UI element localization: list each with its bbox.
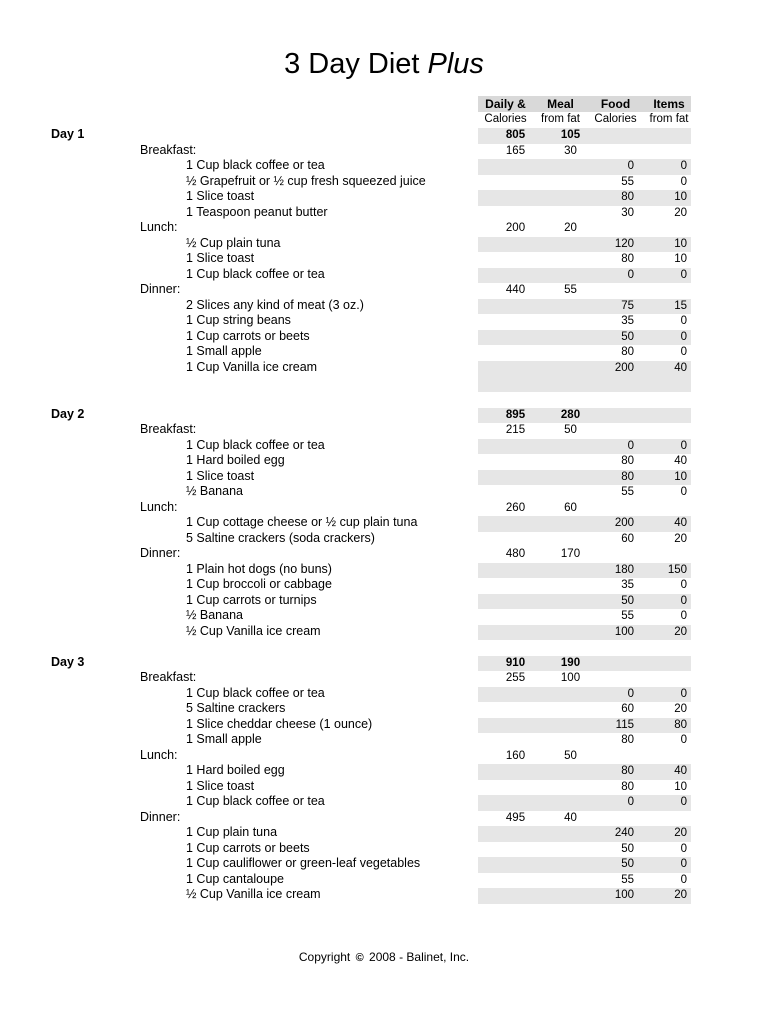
item-fat: 0: [680, 439, 687, 452]
food-item: 1 Hard boiled egg: [186, 763, 285, 777]
item-calories: 80: [621, 346, 634, 358]
food-item: ½ Banana: [186, 608, 243, 622]
item-fat: 0: [680, 796, 687, 808]
food-item: 1 Cup string beans: [186, 313, 291, 327]
item-fat: 0: [680, 315, 687, 327]
meal-label: Breakfast:: [140, 670, 197, 684]
item-fat: 10: [674, 191, 687, 203]
item-calories: 55: [621, 610, 634, 622]
item-calories: 30: [621, 206, 634, 219]
meal-calories: 495: [505, 811, 526, 824]
food-item: ½ Cup Vanilla ice cream: [186, 623, 321, 638]
food-item: 1 Cup black coffee or tea: [186, 437, 325, 452]
item-fat: 0: [680, 330, 687, 343]
header-items-sub: from fat: [649, 113, 689, 125]
item-fat: 80: [674, 718, 687, 731]
item-calories: 80: [621, 734, 634, 746]
item-calories: 0: [627, 439, 634, 452]
header-meal: Meal: [547, 97, 574, 111]
item-fat: 10: [674, 780, 687, 793]
food-item: 1 Cup carrots or turnips: [186, 592, 317, 607]
item-calories: 60: [621, 532, 634, 545]
item-fat: 0: [680, 268, 687, 281]
item-fat: 20: [674, 827, 687, 839]
item-calories: 55: [621, 486, 634, 498]
copyright-icon: ©: [355, 952, 364, 964]
item-calories: 0: [627, 268, 634, 281]
meal-label: Breakfast:: [140, 142, 197, 157]
day-label: Day 1: [51, 127, 85, 141]
item-fat: 0: [680, 687, 687, 700]
item-fat: 0: [680, 346, 687, 358]
meal-calories: 255: [505, 672, 526, 684]
food-item: 1 Cup cauliflower or green-leaf vegetables: [186, 856, 421, 870]
meal-label: Dinner:: [140, 809, 181, 824]
day-label: Day 3: [51, 654, 85, 669]
food-item: 1 Cup black coffee or tea: [186, 794, 325, 808]
item-calories: 35: [621, 315, 634, 327]
meal-calories: 200: [505, 222, 526, 234]
item-calories: 35: [621, 579, 634, 591]
meal-fat: 30: [564, 144, 577, 157]
item-calories: 180: [614, 563, 634, 576]
item-fat: 40: [674, 765, 687, 777]
item-calories: 50: [621, 858, 634, 870]
item-fat: 0: [680, 579, 687, 591]
item-fat: 0: [680, 175, 687, 188]
food-item: 1 Teaspoon peanut butter: [186, 204, 328, 219]
item-fat: 150: [667, 563, 687, 576]
meal-label: Dinner:: [140, 546, 181, 560]
food-item: ½ Banana: [186, 484, 243, 498]
day-label: Day 2: [51, 406, 85, 421]
title-italic: Plus: [427, 48, 484, 80]
item-calories: 0: [627, 160, 634, 172]
item-calories: 80: [621, 191, 634, 203]
food-item: 1 Small apple: [186, 344, 262, 358]
meal-calories: 160: [505, 749, 526, 762]
meal-fat: 40: [564, 811, 577, 824]
item-fat: 40: [674, 455, 687, 467]
day-daily-fat: 280: [560, 408, 581, 421]
item-calories: 50: [621, 330, 634, 343]
item-calories: 0: [627, 687, 634, 700]
item-fat: 10: [674, 237, 687, 250]
food-item: 1 Cup cottage cheese or ½ cup plain tuna: [186, 515, 418, 529]
food-item: ½ Cup Vanilla ice cream: [186, 887, 321, 901]
food-item: 1 Slice toast: [186, 778, 255, 793]
item-fat: 10: [674, 470, 687, 483]
food-item: 1 Cup plain tuna: [186, 825, 278, 839]
meal-label: Breakfast:: [140, 422, 197, 436]
meal-label: Lunch:: [140, 747, 178, 762]
item-calories: 50: [621, 594, 634, 607]
food-item: ½ Grapefruit or ½ cup fresh squeezed juice: [186, 173, 426, 188]
item-calories: 120: [614, 237, 634, 250]
item-fat: 20: [674, 625, 687, 638]
item-fat: 0: [680, 594, 687, 607]
header-items: Items: [653, 97, 685, 111]
item-calories: 80: [621, 765, 634, 777]
day-daily-fat: 190: [560, 656, 581, 669]
day-daily-calories: 910: [505, 656, 526, 669]
item-calories: 60: [621, 703, 634, 715]
item-calories: 200: [614, 361, 634, 374]
item-fat: 40: [674, 361, 687, 374]
meal-calories: 440: [505, 284, 526, 296]
item-calories: 55: [621, 873, 634, 886]
copyright-prefix: Copyright: [298, 950, 354, 964]
meal-label: Lunch:: [140, 220, 178, 234]
food-item: 1 Cup black coffee or tea: [186, 685, 325, 700]
item-fat: 0: [680, 486, 687, 498]
food-item: 1 Cup Vanilla ice cream: [186, 359, 318, 374]
food-item: 5 Saltine crackers: [186, 701, 286, 715]
meal-fat: 170: [560, 548, 581, 560]
meal-fat: 20: [564, 222, 577, 234]
meal-fat: 55: [564, 284, 577, 296]
title-main: 3 Day Diet: [284, 48, 428, 80]
meal-fat: 100: [560, 672, 581, 684]
food-item: 1 Plain hot dogs (no buns): [186, 561, 332, 576]
item-calories: 50: [621, 842, 634, 855]
food-item: 1 Slice cheddar cheese (1 ounce): [186, 716, 373, 731]
meal-label: Dinner:: [140, 282, 181, 296]
item-fat: 0: [680, 734, 687, 746]
page-title: [0, 48, 768, 81]
food-item: 1 Cup carrots or beets: [186, 328, 310, 343]
header-meal-sub: from fat: [541, 113, 580, 125]
item-calories: 100: [614, 889, 634, 901]
day-daily-calories: 805: [505, 129, 526, 141]
item-calories: 115: [615, 718, 634, 731]
item-calories: 0: [627, 796, 634, 808]
item-calories: 80: [621, 780, 634, 793]
meal-fat: 50: [564, 749, 577, 762]
meal-calories: 165: [505, 144, 526, 157]
item-fat: 20: [674, 703, 687, 715]
food-item: 1 Slice toast: [186, 251, 255, 265]
food-item: 1 Slice toast: [186, 468, 255, 483]
meal-fat: 50: [564, 424, 577, 436]
meal-calories: 260: [505, 501, 526, 514]
food-item: 1 Hard boiled egg: [186, 453, 285, 467]
day-daily-fat: 105: [560, 129, 581, 141]
meal-calories: 215: [505, 424, 526, 436]
food-item: 1 Cup broccoli or cabbage: [186, 577, 332, 591]
item-fat: 15: [674, 299, 687, 312]
item-calories: 80: [621, 470, 634, 483]
item-calories: 100: [614, 625, 634, 638]
copyright-text: 2008 - Balinet, Inc.: [365, 950, 470, 964]
item-fat: 0: [680, 160, 687, 172]
meal-label: Lunch:: [140, 499, 178, 514]
copyright-footer: [0, 950, 768, 964]
item-calories: 80: [621, 253, 634, 265]
item-fat: 0: [680, 610, 687, 622]
header-daily: Daily &: [485, 97, 526, 111]
item-fat: 0: [680, 858, 687, 870]
header-food-sub: Calories: [594, 113, 637, 125]
item-fat: 0: [680, 873, 687, 886]
food-item: 2 Slices any kind of meat (3 oz.): [186, 297, 364, 312]
item-fat: 20: [674, 532, 687, 545]
food-item: 1 Small apple: [186, 732, 262, 746]
food-item: 1 Slice toast: [186, 189, 255, 203]
spacer-row-background: [478, 376, 691, 392]
item-calories: 200: [614, 517, 634, 529]
day-daily-calories: 895: [505, 408, 526, 421]
item-fat: 40: [674, 517, 687, 529]
food-item: ½ Cup plain tuna: [186, 235, 281, 250]
item-fat: 0: [680, 842, 687, 855]
meal-calories: 480: [505, 548, 526, 560]
item-calories: 75: [621, 299, 634, 312]
food-item: 5 Saltine crackers (soda crackers): [186, 530, 375, 545]
header-daily-sub: Calories: [484, 113, 527, 125]
header-food: Food: [600, 97, 631, 111]
item-calories: 240: [614, 827, 634, 839]
item-calories: 55: [621, 175, 634, 188]
food-item: 1 Cup black coffee or tea: [186, 266, 325, 281]
food-item: 1 Cup cantaloupe: [186, 871, 284, 886]
item-calories: 80: [621, 455, 634, 467]
meal-fat: 60: [564, 501, 577, 514]
food-item: 1 Cup carrots or beets: [186, 840, 310, 855]
food-item: 1 Cup black coffee or tea: [186, 158, 325, 172]
item-fat: 10: [674, 253, 687, 265]
item-fat: 20: [674, 889, 687, 901]
item-fat: 20: [674, 206, 687, 219]
